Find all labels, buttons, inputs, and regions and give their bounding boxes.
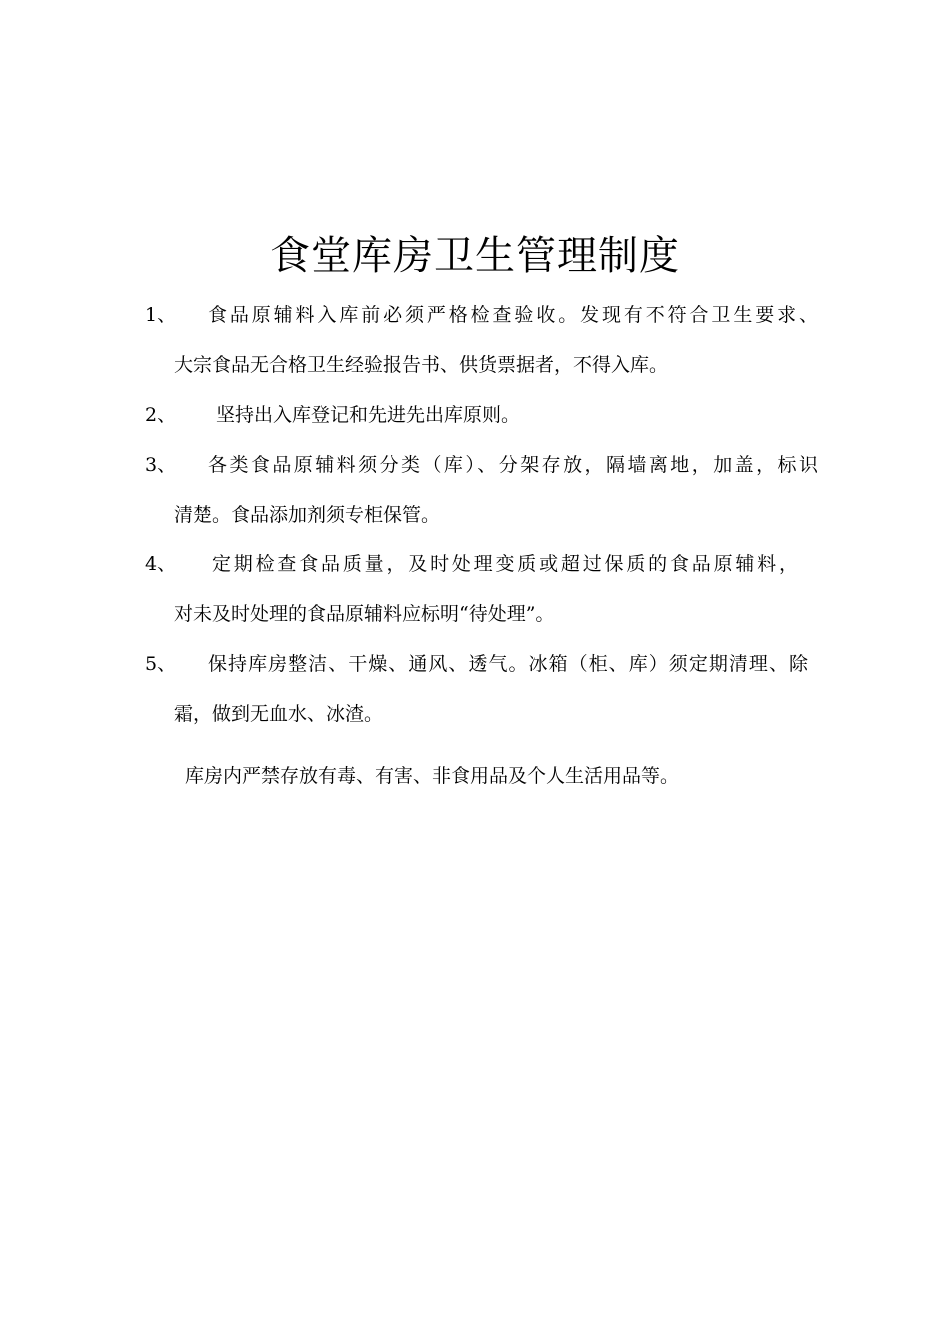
rule-text-line: 大宗食品无合格卫生经验报告书、供货票据者，不得入库。 [174,354,669,376]
rule-text-line: 坚持出入库登记和先进先出库原则。 [216,404,521,426]
closing-statement: 库房内严禁存放有毒、有害、非食用品及个人生活用品等。 [185,765,680,787]
rule-number: 1、 [145,304,177,326]
document-title: 食堂库房卫生管理制度 [270,233,680,279]
rule-text-line: 保持库房整洁、干燥、通风、透气。冰箱（柜、库）须定期清理、除 [208,653,808,675]
rule-text-line: 食品原辅料入库前必须严格检查验收。发现有不符合卫生要求、 [208,304,818,326]
rule-text-line: 对未及时处理的食品原辅料应标明“待处理”。 [174,603,555,625]
rule-text-line: 清楚。食品添加剂须专柜保管。 [174,504,441,526]
rule-text-line: 定期检查食品质量，及时处理变质或超过保质的食品原辅料， [212,553,798,575]
rule-number: 3、 [145,454,177,476]
rule-number: 4、 [145,553,177,575]
rule-text-line: 各类食品原辅料须分类（库）、分架存放，隔墙离地，加盖，标识 [208,454,818,476]
rule-text-line: 霜，做到无血水、冰渣。 [174,703,384,725]
rule-number: 2、 [145,404,177,426]
rule-number: 5、 [145,653,177,675]
